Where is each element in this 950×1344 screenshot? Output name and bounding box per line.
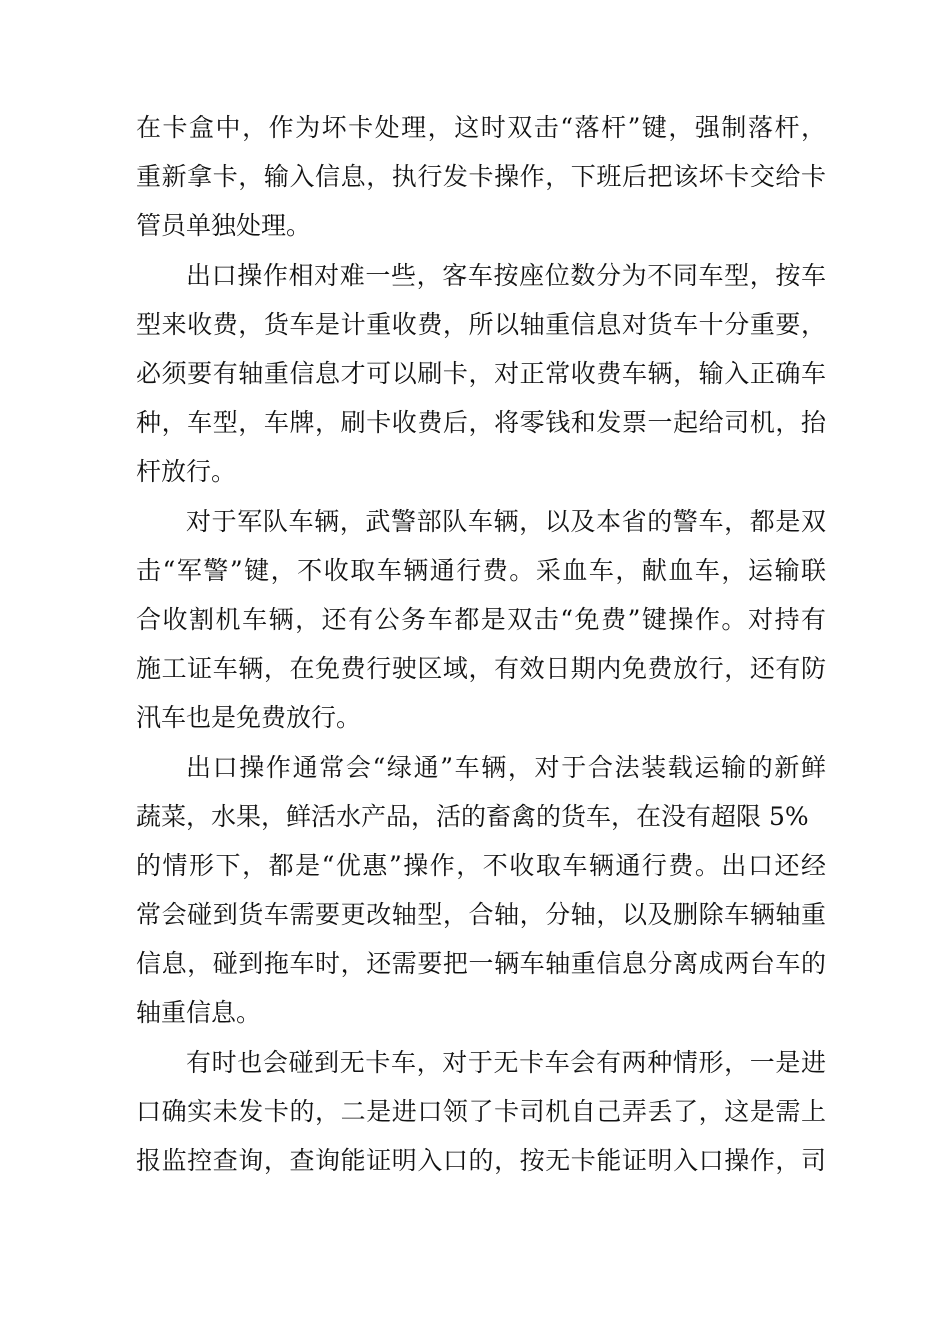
text-line: 蔬菜，水果，鲜活水产品，活的畜禽的货车，在没有超限 5% — [136, 802, 809, 831]
text-line: 对于军队车辆，武警部队车辆，以及本省的警车，都是双 — [186, 507, 826, 536]
paragraph-military-police — [136, 497, 826, 742]
text-line: 出口操作通常会“绿通”车辆，对于合法装载运输的新鲜 — [186, 753, 826, 782]
text-line: 合收割机车辆，还有公务车都是双击“免费”键操作。对持有 — [136, 605, 826, 634]
text-line: 种，车型，车牌，刷卡收费后，将零钱和发票一起给司机，抬 — [136, 408, 826, 437]
text-line: 报监控查询，查询能证明入口的，按无卡能证明入口操作，司 — [136, 1146, 826, 1175]
text-line: 信息，碰到拖车时，还需要把一辆车轴重信息分离成两台车的 — [136, 949, 826, 978]
paragraph-green-channel — [136, 743, 826, 1037]
text-line: 汛车也是免费放行。 — [136, 703, 362, 732]
text-line: 型来收费，货车是计重收费，所以轴重信息对货车十分重要， — [136, 310, 826, 339]
text-line: 管员单独处理。 — [136, 211, 312, 240]
document-body — [136, 103, 826, 1186]
paragraph-exit-operation — [136, 251, 826, 496]
text-line: 轴重信息。 — [136, 998, 262, 1027]
text-line: 必须要有轴重信息才可以刷卡，对正常收费车辆，输入正确车 — [136, 359, 826, 388]
text-line: 在卡盒中，作为坏卡处理，这时双击“落杆”键，强制落杆， — [136, 113, 826, 142]
paragraph-no-card-vehicle — [136, 1038, 826, 1185]
text-line: 的情形下，都是“优惠”操作，不收取车辆通行费。出口还经 — [136, 851, 826, 880]
text-line: 击“军警”键，不收取车辆通行费。采血车，献血车，运输联 — [136, 556, 826, 585]
text-line: 重新拿卡，输入信息，执行发卡操作，下班后把该坏卡交给卡 — [136, 162, 826, 191]
text-line: 口确实未发卡的，二是进口领了卡司机自己弄丢了，这是需上 — [136, 1097, 826, 1126]
text-line: 杆放行。 — [136, 457, 237, 486]
text-line: 施工证车辆，在免费行驶区域，有效日期内免费放行，还有防 — [136, 654, 826, 683]
text-line: 出口操作相对难一些，客车按座位数分为不同车型，按车 — [186, 261, 826, 290]
paragraph-bad-card — [136, 103, 826, 250]
text-line: 常会碰到货车需要更改轴型，合轴，分轴，以及删除车辆轴重 — [136, 900, 826, 929]
text-line: 有时也会碰到无卡车，对于无卡车会有两种情形，一是进 — [186, 1048, 826, 1077]
